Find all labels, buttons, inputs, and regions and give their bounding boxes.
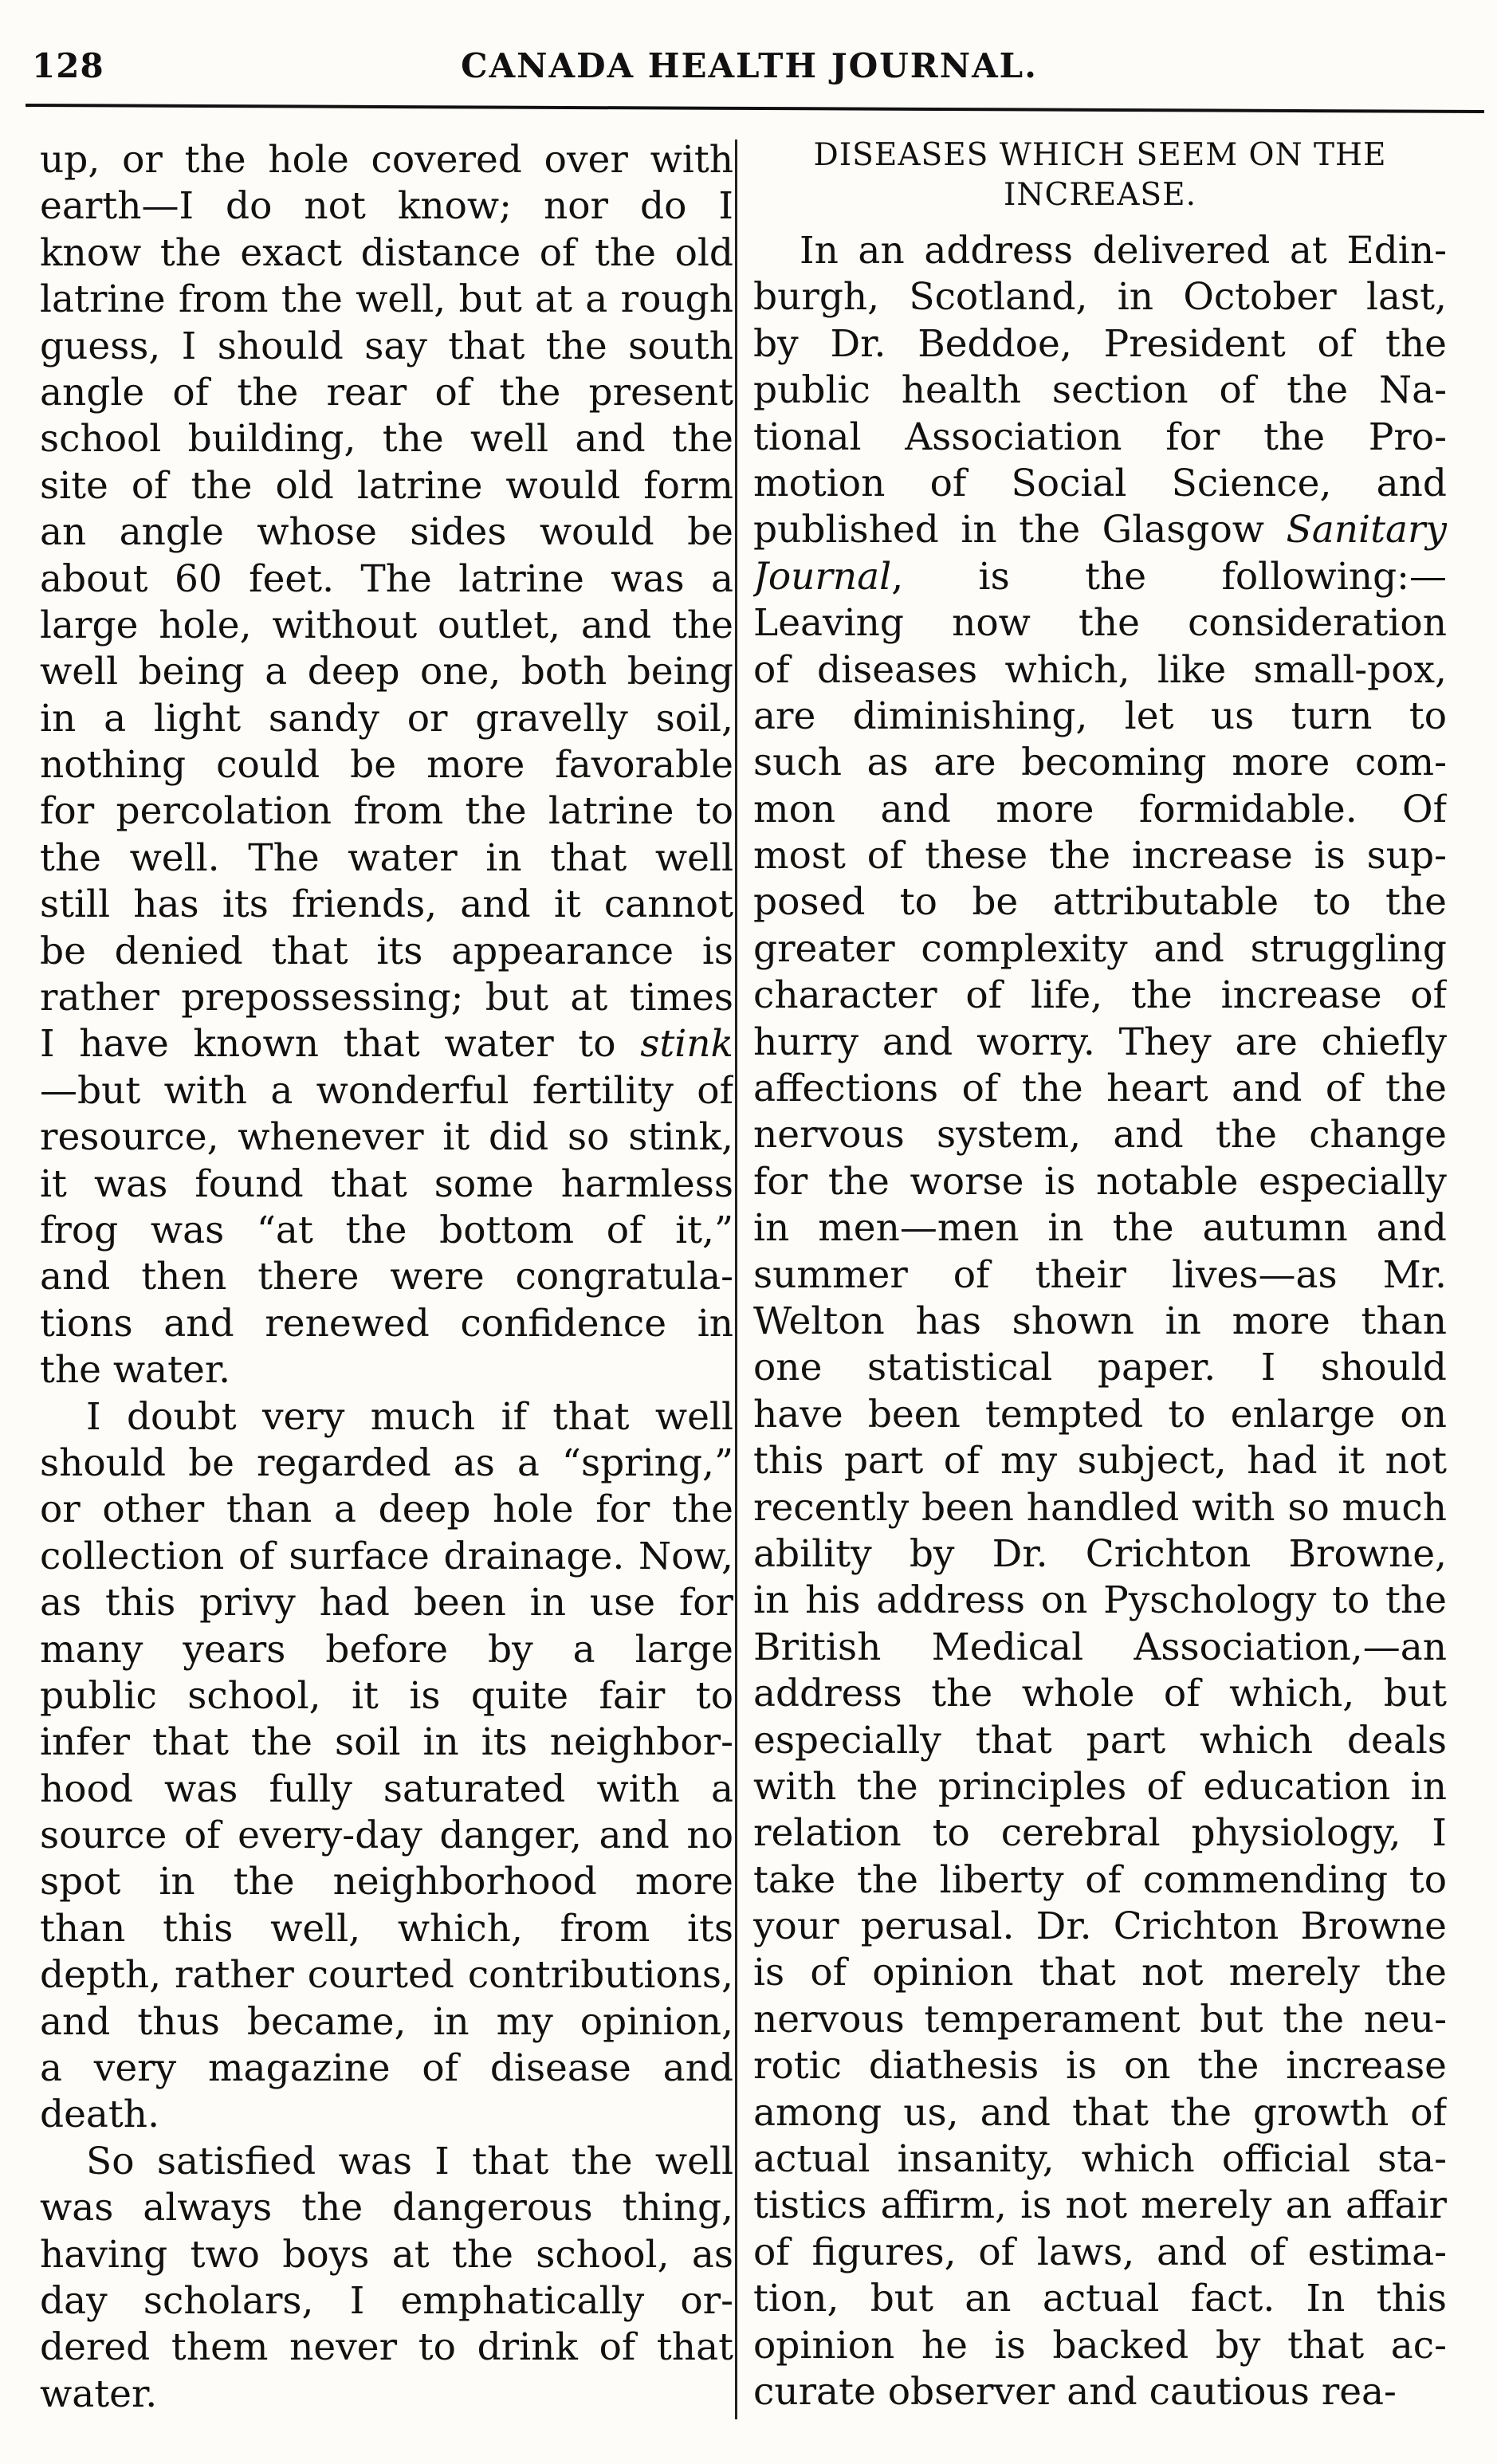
text-line: an angle whose sides would be [40,510,733,555]
running-title: CANADA HEALTH JOURNAL. [461,46,1038,85]
text-line: rotic diathesis is on the increase [753,2044,1447,2089]
text-line: So satisfied was I that the well [86,2139,733,2183]
text-line: and then there were congratula- [40,1255,733,1299]
text-line: tistics affirm, is not merely an affair [753,2183,1447,2228]
text-line: among us, and that the growth of [753,2090,1447,2135]
text-line: many years before by a large [40,1627,733,1672]
text-line: should be regarded as a “spring,” [40,1440,733,1485]
text-line: relation to cerebral physiology, I [753,1811,1447,1856]
text-line: your perusal. Dr. Crichton Browne [753,1904,1447,1949]
text-line: site of the old latrine would form [40,463,733,508]
text-line: motion of Social Science, and [753,461,1447,505]
text-line: tions and renewed confidence in [40,1301,733,1346]
text-line: latrine from the well, but at a rough [40,277,733,322]
text-line: was always the dangerous thing, [40,2186,733,2230]
text-line: this part of my subject, had it not [753,1439,1447,1484]
text-line: burgh, Scotland, in October last, [753,275,1447,320]
text-line: curate observer and cautious rea- [753,2369,1397,2414]
heading-gap [753,217,1447,228]
text-line: and thus became, in my opinion, [40,1999,733,2044]
article-heading-line-2: INCREASE. [1004,177,1196,213]
text-line: I doubt very much if that well [86,1394,733,1439]
text-line: know the exact distance of the old [40,230,733,275]
text-line: of figures, of laws, and of estima- [753,2230,1447,2274]
text-line: hurry and worry. They are chiefly [753,1020,1447,1064]
text-line: most of these the increase is sup- [753,834,1447,878]
text-line: frog was “at the bottom of it,” [40,1208,733,1252]
text-line: greater complexity and struggling [753,926,1447,971]
page-header [0,0,1497,120]
text-line: published in the Glasgow Sanitary [753,508,1447,552]
text-line: I have known that water to stink [40,1022,733,1067]
text-line: posed to be attributable to the [753,880,1447,925]
text-line: infer that the soil in its neighbor- [40,1720,733,1765]
text-line: have been tempted to enlarge on [753,1392,1447,1436]
text-line: be denied that its appearance is [40,929,733,973]
text-line: nervous system, and the change [753,1113,1447,1157]
text-line: In an address delivered at Edin- [800,229,1447,273]
text-line: a very magazine of disease and [40,2046,733,2091]
text-line: public school, it is quite fair to [40,1673,733,1718]
right-column-text [753,228,1447,2415]
text-line: having two boys at the school, as [40,2232,733,2277]
text-line: tion, but an actual fact. In this [753,2277,1447,2321]
text-line: than this well, which, from its [40,1906,733,1951]
text-line: it was found that some harmless [40,1161,733,1206]
text-line: water. [40,2372,158,2416]
text-line: hood was fully saturated with a [40,1766,733,1811]
left-column [40,137,733,2418]
text-line: earth—I do not know; nor do I [40,184,733,229]
text-line: is of opinion that not merely the [753,1951,1447,1995]
text-line: or other than a deep hole for the [40,1487,733,1532]
text-line: recently been handled with so much [753,1485,1447,1530]
text-line: up, or the hole covered over with [40,138,733,182]
text-line: actual insanity, which official sta- [753,2137,1447,2182]
text-line: well being a deep one, both being [40,650,733,694]
text-line: Leaving now the consideration [753,601,1447,646]
text-line: address the whole of which, but [753,1672,1447,1716]
text-line: the water. [40,1348,231,1393]
text-line: nothing could be more favorable [40,743,733,788]
text-line: Journal, is the following:— [753,554,1447,599]
text-line: resource, whenever it did so stink, [40,1115,733,1160]
text-line: dered them never to drink of that [40,2325,733,2370]
text-line: Welton has shown in more than [753,1299,1447,1343]
text-line: rather prepossessing; but at times [40,976,733,1020]
text-line: as this privy had been in use for [40,1581,733,1625]
text-line: still has its friends, and it cannot [40,882,733,927]
text-line: public health section of the Na- [753,368,1447,413]
right-column [753,137,1447,2415]
text-line: day scholars, I emphatically or- [40,2278,733,2323]
text-line: one statistical paper. I should [753,1346,1447,1390]
text-line: collection of surface drainage. Now, [40,1534,733,1578]
text-line: for the worse is notable especially [753,1159,1447,1204]
text-line: in his address on Pyschology to the [753,1578,1447,1623]
page-number: 128 [32,46,104,85]
text-line: about 60 feet. The latrine was a [40,556,733,601]
text-line: summer of their lives—as Mr. [753,1252,1447,1297]
text-line: depth, rather courted contributions, [40,1953,733,1998]
text-line: tional Association for the Pro- [753,415,1447,459]
text-line: nervous temperament but the neu- [753,1997,1447,2042]
text-line: by Dr. Beddoe, President of the [753,321,1447,366]
text-line: take the liberty of commending to [753,1857,1447,1902]
text-line: source of every-day danger, and no [40,1814,733,1858]
article-heading-line-1: DISEASES WHICH SEEM ON THE [813,137,1387,173]
text-line: especially that part which deals [753,1718,1447,1763]
text-line: of diseases which, like small-pox, [753,647,1447,692]
text-line: character of life, the increase of [753,973,1447,1018]
text-line: in a light sandy or gravelly soil, [40,696,733,741]
column-divider [735,140,737,2419]
text-line: ability by Dr. Crichton Browne, [753,1531,1447,1576]
text-line: with the principles of education in [753,1764,1447,1809]
text-line: angle of the rear of the present [40,370,733,415]
text-line: guess, I should say that the south [40,324,733,368]
text-line: school building, the well and the [40,417,733,462]
text-line: large hole, without outlet, and the [40,603,733,647]
text-line: —but with a wonderful fertility of [40,1068,733,1113]
text-line: such as are becoming more com- [753,741,1447,785]
text-line: opinion he is backed by that ac- [753,2323,1447,2368]
text-line: in men—men in the autumn and [753,1206,1447,1251]
text-line: death. [40,2093,160,2137]
text-line: mon and more formidable. Of [753,787,1447,831]
header-rule [26,104,1484,113]
text-line: the well. The water in that well [40,835,733,880]
text-line: British Medical Association,—an [753,1625,1447,1669]
text-line: for percolation from the latrine to [40,789,733,834]
text-line: affections of the heart and of the [753,1067,1447,1111]
text-line: spot in the neighborhood more [40,1860,733,1904]
text-line: are diminishing, let us turn to [753,694,1447,738]
